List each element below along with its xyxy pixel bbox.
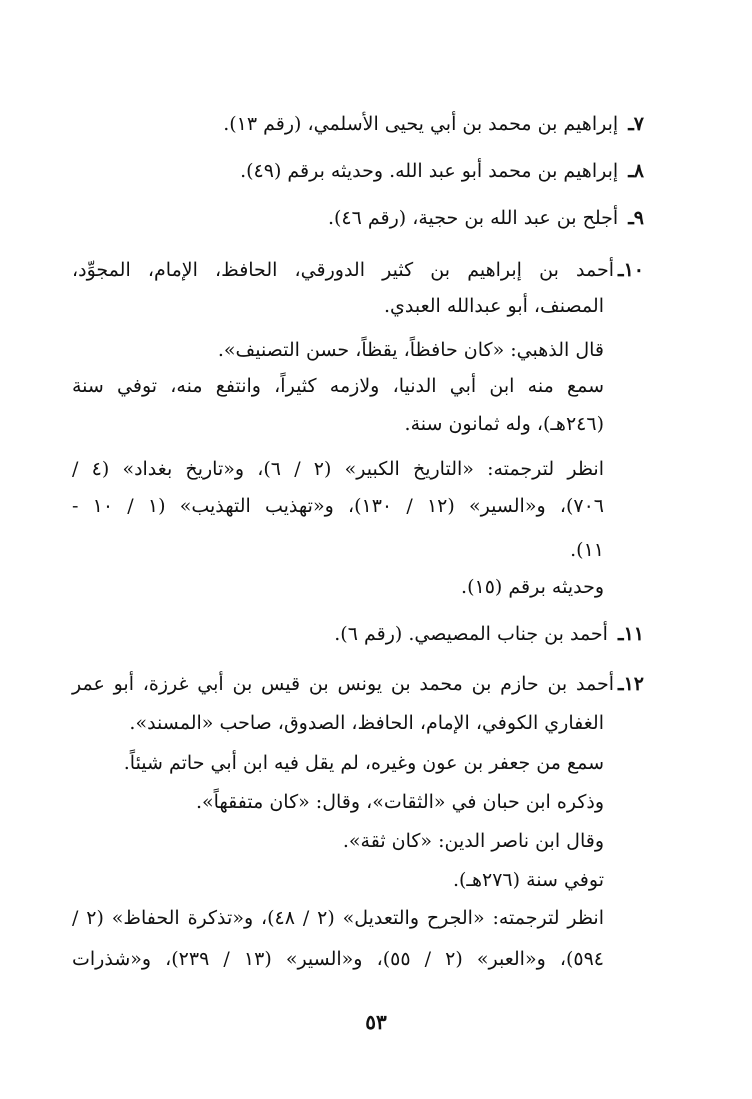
entry-12-line-6: توفي سنة (٢٧٦هـ).	[452, 869, 604, 891]
entry-10-line-4: سمع منه ابن أبي الدنيا، ولازمه كثيراً، وانتفع منه، توفي سنة	[72, 375, 604, 397]
entry-10-line-3: قال الذهبي: «كان حافظاً، يقظاً، حسن التصنيف».	[217, 339, 604, 361]
entry-8	[104, 157, 644, 185]
entry-number: ٨ـ	[628, 160, 644, 182]
page-number: ٥٣	[365, 1010, 387, 1034]
entry-12-line-3: سمع من جعفر بن عون وغيره، لم يقل فيه ابن أبي حاتم شيئاً.	[123, 752, 604, 774]
entry-10-line-6: انظر لترجمته: «التاريخ الكبير» (٢ / ٦)، و«تاريخ بغداد» (٤ /	[72, 458, 604, 480]
entry-text: أجلح بن عبد الله بن حجية، (رقم ٤٦).	[327, 207, 619, 229]
entry-text: أحمد بن جناب المصيصي. (رقم ٦).	[334, 623, 608, 645]
entry-11	[104, 620, 644, 648]
entry-10-line-2: المصنف، أبو عبدالله العبدي.	[383, 295, 604, 317]
entry-7	[104, 110, 644, 138]
entry-12-line-1	[72, 670, 644, 698]
entry-number: ١٠ـ	[618, 259, 644, 281]
entry-9	[104, 204, 644, 232]
entry-number: ١٢ـ	[618, 673, 644, 695]
entry-number: ١١ـ	[618, 623, 644, 645]
entry-10-line-7: ٧٠٦)، و«السير» (١٢ / ١٣٠)، و«تهذيب التهذيب» (١ / ١٠ -	[72, 495, 604, 517]
entry-12-line-2: الغفاري الكوفي، الإمام، الحافظ، الصدوق، صاحب «المسند».	[129, 712, 604, 734]
entry-text: أحمد بن إبراهيم بن كثير الدورقي، الحافظ، الإمام، المجوِّد،	[72, 259, 614, 281]
entry-10-line-9: وحديثه برقم (١٥).	[461, 576, 604, 598]
entry-10-line-8: ١١).	[570, 539, 604, 561]
entry-number: ٩ـ	[628, 207, 644, 229]
entry-10-line-5: (٢٤٦هـ)، وله ثمانون سنة.	[404, 413, 604, 435]
entry-text: إبراهيم بن محمد أبو عبد الله. وحديثه برقم (٤٩).	[240, 160, 619, 182]
entry-12-line-5: وقال ابن ناصر الدين: «كان ثقة».	[342, 830, 604, 852]
entry-12-line-4: وذكره ابن حبان في «الثقات»، وقال: «كان متفقهاً».	[195, 791, 604, 813]
entry-12-line-7: انظر لترجمته: «الجرح والتعديل» (٢ / ٤٨)، و«تذكرة الحفاظ» (٢ /	[72, 907, 604, 929]
entry-text: أحمد بن حازم بن محمد بن يونس بن قيس بن أبي غرزة، أبو عمر	[72, 673, 614, 695]
entry-10-line-1	[72, 256, 644, 284]
entry-text: إبراهيم بن محمد بن أبي يحيى الأسلمي، (رقم ١٣).	[223, 113, 619, 135]
entry-12-line-8: ٥٩٤)، و«العبر» (٢ / ٥٥)، و«السير» (١٣ / ٢٣٩)، و«شذرات	[72, 948, 605, 970]
entry-number: ٧ـ	[628, 113, 644, 135]
